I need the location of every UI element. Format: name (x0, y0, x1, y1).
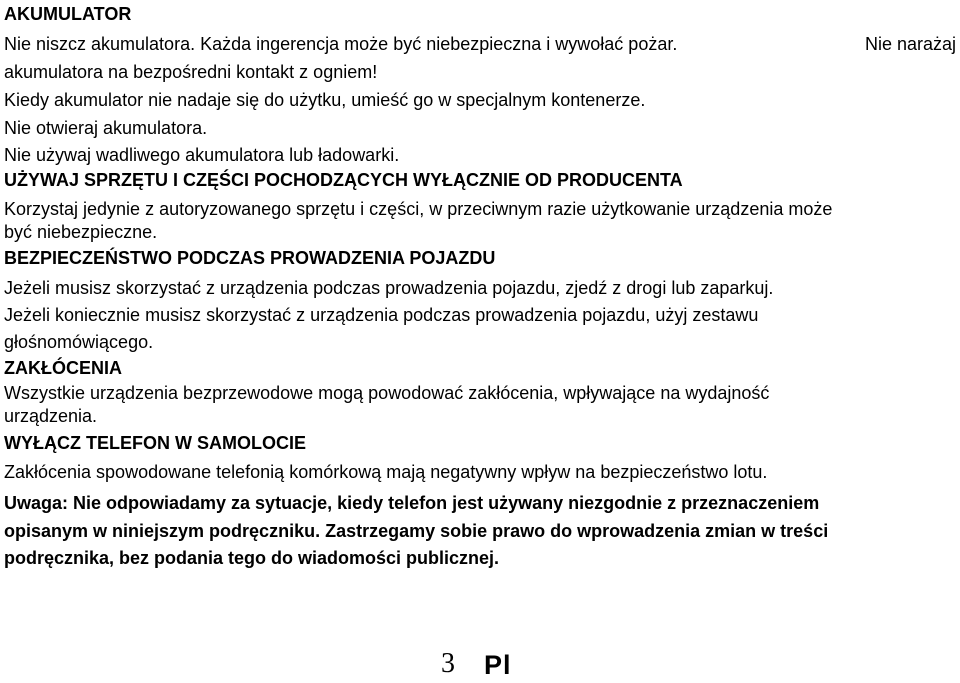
paragraph-line: Nie używaj wadliwego akumulatora lub ładowarki. (4, 145, 400, 165)
note-line: Uwaga: Nie odpowiadamy za sytuacje, kiedy telefon jest używany niezgodnie z przeznaczeniem (4, 493, 820, 513)
heading-samolot: WYŁĄCZ TELEFON W SAMOLOCIE (4, 433, 306, 453)
text-segment: Nie narażaj (864, 34, 956, 54)
language-code: Pl (484, 650, 512, 680)
paragraph-line: Zakłócenia spowodowane telefonią komórkową mają negatywny wpływ na bezpieczeństwo lotu. (4, 462, 768, 482)
paragraph-line (4, 33, 956, 55)
paragraph-line: urządzenia. (4, 406, 98, 426)
paragraph-line: być niebezpieczne. (4, 222, 158, 242)
page-number: 3 (441, 648, 455, 679)
paragraph-line: Jeżeli musisz skorzystać z urządzenia podczas prowadzenia pojazdu, zjedź z drogi lub zaparkuj. (4, 278, 774, 298)
paragraph-line: Jeżeli koniecznie musisz skorzystać z urządzenia podczas prowadzenia pojazdu, użyj zestawu (4, 305, 759, 325)
paragraph-line: Wszystkie urządzenia bezprzewodowe mogą powodować zakłócenia, wpływające na wydajność (4, 383, 770, 403)
note-line: opisanym w niniejszym podręczniku. Zastrzegamy sobie prawo do wprowadzenia zmian w treści (4, 521, 829, 541)
paragraph-line: Korzystaj jedynie z autoryzowanego sprzętu i części, w przeciwnym razie użytkowanie urządzenia może (4, 199, 833, 219)
paragraph-line: Kiedy akumulator nie nadaje się do użytku, umieść go w specjalnym kontenerze. (4, 90, 646, 110)
heading-zaklocenia: ZAKŁÓCENIA (4, 358, 122, 378)
paragraph-line: akumulatora na bezpośredni kontakt z ogniem! (4, 62, 378, 82)
text-segment: Nie niszcz akumulatora. Każda ingerencja może być niebezpieczna i wywołać pożar. (4, 34, 678, 54)
paragraph-line: głośnomówiącego. (4, 332, 154, 352)
heading-pojazd: BEZPIECZEŃSTWO PODCZAS PROWADZENIA POJAZDU (4, 248, 496, 268)
heading-sprzet: UŻYWAJ SPRZĘTU I CZĘŚCI POCHODZĄCYCH WYŁĄCZNIE OD PRODUCENTA (4, 170, 683, 190)
paragraph-line: Nie otwieraj akumulatora. (4, 118, 208, 138)
note-line: podręcznika, bez podania tego do wiadomości publicznej. (4, 548, 500, 568)
heading-akumulator: AKUMULATOR (4, 4, 132, 24)
